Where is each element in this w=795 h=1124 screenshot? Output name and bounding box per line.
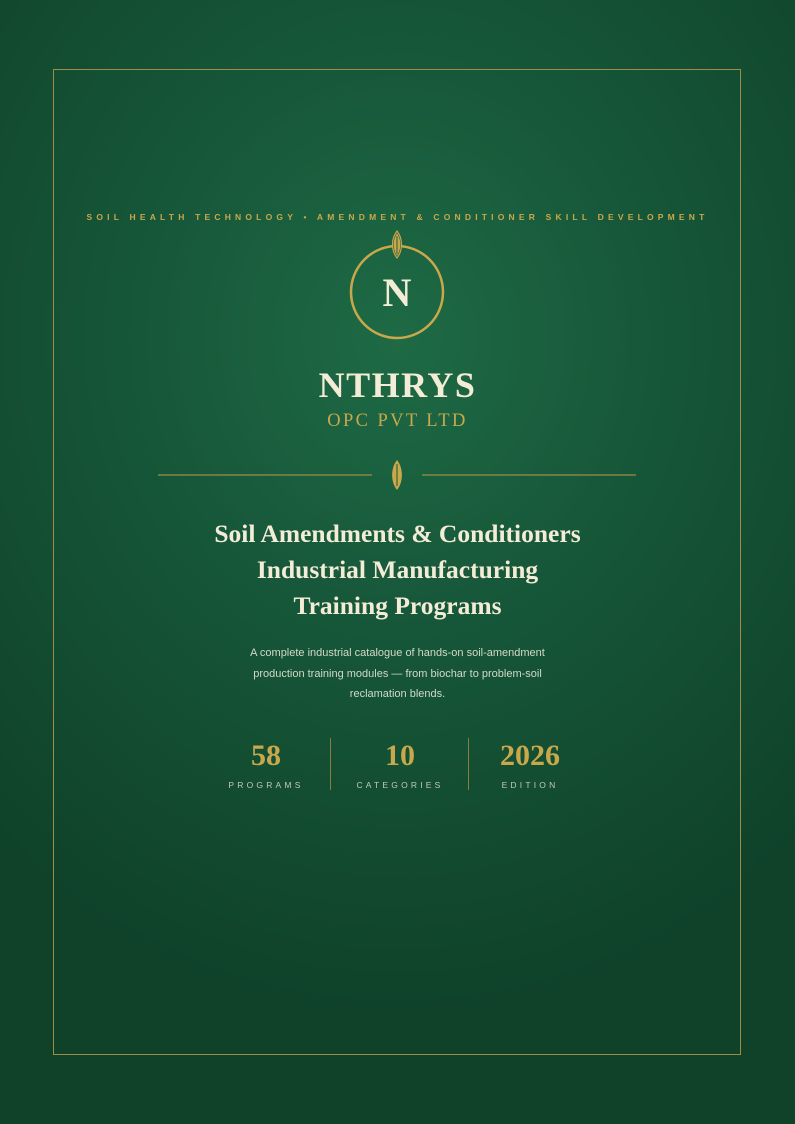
description-line: A complete industrial catalogue of hands-on soil-amendment	[250, 647, 545, 659]
stat-programs	[200, 736, 332, 792]
stat-value: 2026	[500, 739, 560, 772]
stat-label: EDITION	[501, 780, 559, 790]
brand-suffix: OPC PVT LTD	[327, 411, 468, 431]
stats-row	[200, 736, 595, 792]
stat-separator	[330, 738, 331, 790]
description-line: reclamation blends.	[349, 688, 446, 700]
catalogue-description	[0, 643, 795, 705]
tagline: SOIL HEALTH TECHNOLOGY • AMENDMENT & CONDITIONER SKILL DEVELOPMENT	[86, 212, 709, 222]
stat-value: 58	[251, 739, 281, 772]
stat-edition	[468, 736, 592, 792]
stat-value: 10	[385, 739, 415, 772]
stat-label: CATEGORIES	[356, 780, 444, 790]
leaf-ring-emblem-icon	[347, 230, 447, 340]
catalogue-title	[0, 516, 795, 624]
title-line: Training Programs	[293, 591, 502, 620]
brand-name: NTHRYS	[318, 365, 477, 405]
emblem-letter: N	[382, 270, 412, 315]
stat-label: PROGRAMS	[228, 780, 304, 790]
title-line: Industrial Manufacturing	[256, 555, 539, 584]
stat-categories	[332, 736, 468, 792]
ornamental-divider	[158, 458, 636, 492]
description-line: production training modules — from biochar to problem-soil	[253, 667, 542, 680]
title-line: Soil Amendments & Conditioners	[214, 519, 581, 548]
leaf-icon	[392, 460, 402, 490]
